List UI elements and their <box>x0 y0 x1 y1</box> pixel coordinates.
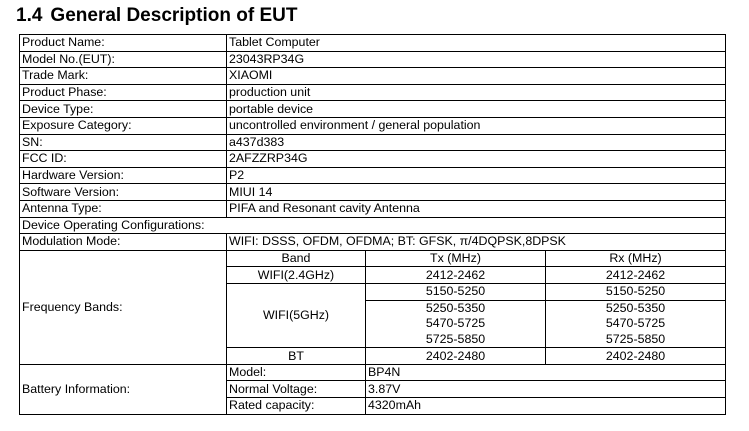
battery-row <box>20 364 726 381</box>
table-row <box>20 167 726 184</box>
row-label-model-no: Model No.(EUT): <box>20 51 227 68</box>
battery-capacity-label: Rated capacity: <box>227 398 366 415</box>
band-bt: BT <box>227 348 366 365</box>
row-value-exposure-category: uncontrolled environment / general population <box>227 117 726 134</box>
table-row <box>20 101 726 118</box>
section-title: General Description of EUT <box>50 5 298 26</box>
row-label-software-version: Software Version: <box>20 184 227 201</box>
table-row <box>20 35 726 52</box>
row-value-hardware-version: P2 <box>227 167 726 184</box>
row-value-product-phase: production unit <box>227 84 726 101</box>
table-row <box>20 51 726 68</box>
row-value-device-type: portable device <box>227 101 726 118</box>
tx-bt: 2402-2480 <box>366 348 546 365</box>
tx-wifi5-2: 5250-5350 <box>366 300 546 316</box>
frequency-bands-label: Frequency Bands: <box>20 250 227 364</box>
table-row <box>20 200 726 217</box>
tx-wifi5-3: 5470-5725 <box>366 316 546 332</box>
table-row <box>20 217 726 234</box>
frequency-header-row <box>20 250 726 267</box>
row-value-trade-mark: XIAOMI <box>227 68 726 85</box>
row-label-modulation-mode: Modulation Mode: <box>20 234 227 251</box>
row-label-hardware-version: Hardware Version: <box>20 167 227 184</box>
tx-wifi5-4: 5725-5850 <box>366 332 546 348</box>
row-label-product-name: Product Name: <box>20 35 227 52</box>
table-row <box>20 117 726 134</box>
device-operating-configurations-label: Device Operating Configurations: <box>20 217 726 234</box>
row-value-sn: a437d383 <box>227 134 726 151</box>
battery-voltage-label: Normal Voltage: <box>227 381 366 398</box>
row-label-antenna-type: Antenna Type: <box>20 200 227 217</box>
row-label-device-type: Device Type: <box>20 101 227 118</box>
section-number: 1.4 <box>16 5 43 26</box>
row-label-sn: SN: <box>20 134 227 151</box>
table-row <box>20 84 726 101</box>
table-row <box>20 134 726 151</box>
rx-wifi5-4: 5725-5850 <box>546 332 726 348</box>
table-row <box>20 234 726 251</box>
row-label-exposure-category: Exposure Category: <box>20 117 227 134</box>
row-value-product-name: Tablet Computer <box>227 35 726 52</box>
row-value-modulation-mode: WIFI: DSSS, OFDM, OFDMA; BT: GFSK, π/4DQPSK,8DPSK <box>227 234 726 251</box>
row-label-trade-mark: Trade Mark: <box>20 68 227 85</box>
rx-wifi5-1: 5150-5250 <box>546 283 726 300</box>
eut-description-table <box>19 34 726 415</box>
rx-wifi24: 2412-2462 <box>546 267 726 284</box>
band-wifi24: WIFI(2.4GHz) <box>227 267 366 284</box>
tx-wifi5-1: 5150-5250 <box>366 283 546 300</box>
row-label-fcc-id: FCC ID: <box>20 151 227 168</box>
battery-model-value: BP4N <box>366 364 726 381</box>
tx-wifi24: 2412-2462 <box>366 267 546 284</box>
section-heading <box>16 5 297 27</box>
battery-voltage-value: 3.87V <box>366 381 726 398</box>
battery-model-label: Model: <box>227 364 366 381</box>
row-value-model-no: 23043RP34G <box>227 51 726 68</box>
row-label-product-phase: Product Phase: <box>20 84 227 101</box>
table-row <box>20 151 726 168</box>
table-row <box>20 68 726 85</box>
rx-header: Rx (MHz) <box>546 250 726 267</box>
row-value-fcc-id: 2AFZZRP34G <box>227 151 726 168</box>
battery-capacity-value: 4320mAh <box>366 398 726 415</box>
table-row <box>20 184 726 201</box>
band-header: Band <box>227 250 366 267</box>
rx-wifi5-2: 5250-5350 <box>546 300 726 316</box>
row-value-software-version: MIUI 14 <box>227 184 726 201</box>
band-wifi5: WIFI(5GHz) <box>227 283 366 347</box>
rx-wifi5-3: 5470-5725 <box>546 316 726 332</box>
tx-header: Tx (MHz) <box>366 250 546 267</box>
row-value-antenna-type: PIFA and Resonant cavity Antenna <box>227 200 726 217</box>
rx-bt: 2402-2480 <box>546 348 726 365</box>
battery-information-label: Battery Information: <box>20 364 227 414</box>
